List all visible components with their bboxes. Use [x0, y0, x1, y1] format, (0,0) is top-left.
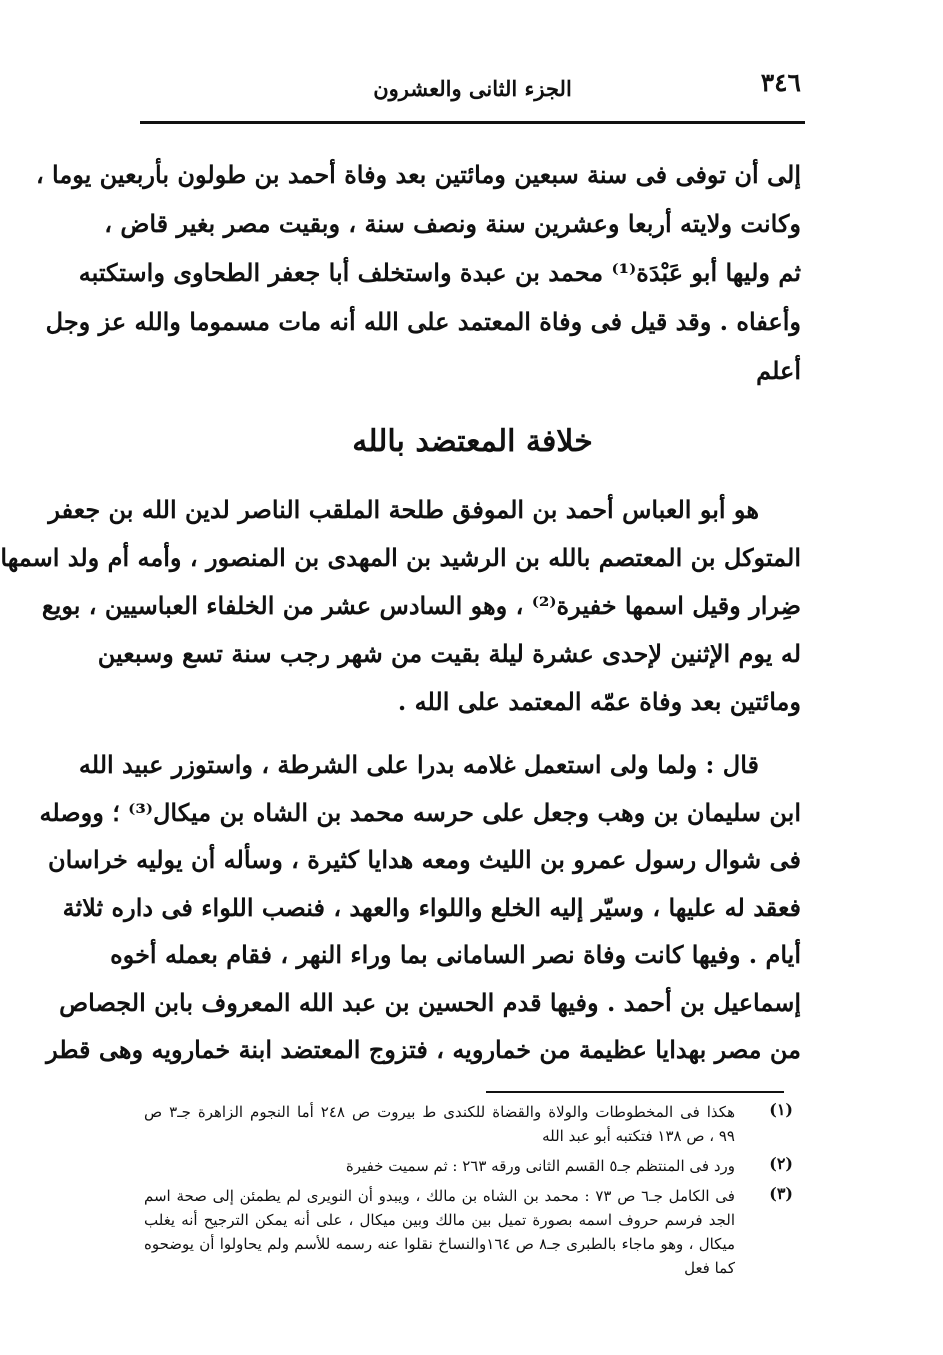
- text-line: له يوم الإثنين لإحدى عشرة ليلة بقيت من شهر رجب سنة تسع وسبعين: [97, 639, 801, 668]
- footnote-number: (٢): [769, 1154, 793, 1173]
- text-line: ضِرار وقيل اسمها خفيرة⁽²⁾ ، وهو السادس عشر من الخلفاء العباسيين ، بويع: [41, 591, 801, 620]
- footnote: [144, 1100, 793, 1148]
- footnote-line: فى الكامل جـ٦ ص ٧٣ : محمد بن الشاه بن مالك ، ويبدو أن النويرى لم يطمئن إلى صحة اسم: [144, 1187, 735, 1205]
- header-rule: [140, 121, 805, 124]
- text-line: ومائتين بعد وفاة عمّه المعتمد على الله .: [397, 687, 801, 716]
- footnote-number: (٣): [769, 1184, 793, 1203]
- text-line: إلى أن توفى فى سنة سبعين ومائتين بعد وفاة أحمد بن طولون بأربعين يوما ،: [35, 160, 801, 189]
- footnote-rule: [486, 1091, 784, 1093]
- footnote-number: (١): [769, 1100, 793, 1119]
- page-header: [144, 64, 801, 110]
- text-line: فعقد له عليها ، وسيّر إليه الخلع واللواء والعهد ، فنصب اللواء فى داره ثلاثة: [62, 892, 801, 922]
- text-line: من مصر بهدايا عظيمة من خمارويه ، فتزوج المعتضد ابنة خمارويه وهى قطر: [46, 1035, 801, 1064]
- footnote-line: هكذا فى المخطوطات والولاة والقضاة للكندى ط بيروت ص ٢٤٨ أما النجوم الزاهرة جـ٣ ص: [144, 1103, 735, 1121]
- text-line: إسماعيل بن أحمد . وفيها قدم الحسين بن عبد الله المعروف بابن الجصاص: [59, 987, 801, 1017]
- text-line: أعلم: [756, 356, 801, 385]
- footnote-line: ميكال ، وهو ماجاء بالطبرى جـ٨ ص ١٦٤والنساخ نقلوا عنه رسمه للأسم ولم يحاولوا أن يوضحوه: [144, 1235, 736, 1253]
- footnote: [144, 1184, 793, 1280]
- text-line: ثم وليها أبو عَبْدَة⁽¹⁾ محمد بن عبدة واستخلف أبا جعفر الطحاوى واستكتبه: [78, 258, 801, 287]
- text-line: ابن سليمان بن وهب وجعل على حرسه محمد بن الشاه بن ميكال⁽³⁾ ؛ ووصله: [39, 797, 801, 827]
- text-line: المتوكل بن المعتصم بالله بن الرشيد بن المهدى بن المنصور ، وأمه أم ولد اسمها: [0, 543, 801, 572]
- text-line: أيام . وفيها كانت وفاة نصر السامانى بما وراء النهر ، فقام بعمله أخوه: [110, 940, 801, 969]
- text-line: قال : ولما ولى استعمل غلامه بدرا على الشرطة ، واستوزر عبيد الله: [78, 750, 759, 779]
- page-number: ٣٤٦: [760, 68, 801, 97]
- footnote-line: الجد فرسم حروف اسمه بصورة تميل بين مالك وبين ميكال ، على أنه يمكن الترجيح أنه يغلب: [144, 1211, 735, 1229]
- footnote-line: كما فعل: [684, 1259, 735, 1277]
- paragraph-continuation: [35, 150, 801, 395]
- footnote-line: ٩٩ ، ص ١٣٨ فتكتبه أبو عبد الله: [542, 1127, 735, 1145]
- text-line: وكانت ولايته أربعا وعشرين سنة ونصف سنة ، وبقيت مصر بغير قاض ،: [104, 209, 801, 238]
- paragraph-lineage: [0, 486, 801, 726]
- text-line: هو أبو العباس أحمد بن الموفق طلحة الملقب الناصر لدين الله بن جعفر: [48, 495, 759, 524]
- footnote: [144, 1154, 793, 1178]
- running-title: الجزء الثانى والعشرون: [373, 76, 572, 101]
- text-line: وأعفاه . وقد قيل فى وفاة المعتمد على الله أنه مات مسموما والله عز وجل: [45, 307, 801, 336]
- paragraph-events: [39, 741, 801, 1074]
- section-heading: خلافة المعتضد بالله: [352, 424, 593, 459]
- footnote-line: ورد فى المنتظم جـ٥ القسم الثانى ورقه ٢٦٣ : ثم سميت خفيرة: [345, 1157, 735, 1175]
- text-line: فى شوال رسول عمرو بن الليث ومعه هدايا كثيرة ، وسأله أن يوليه خراسان: [47, 845, 801, 874]
- footnotes: [144, 1100, 793, 1286]
